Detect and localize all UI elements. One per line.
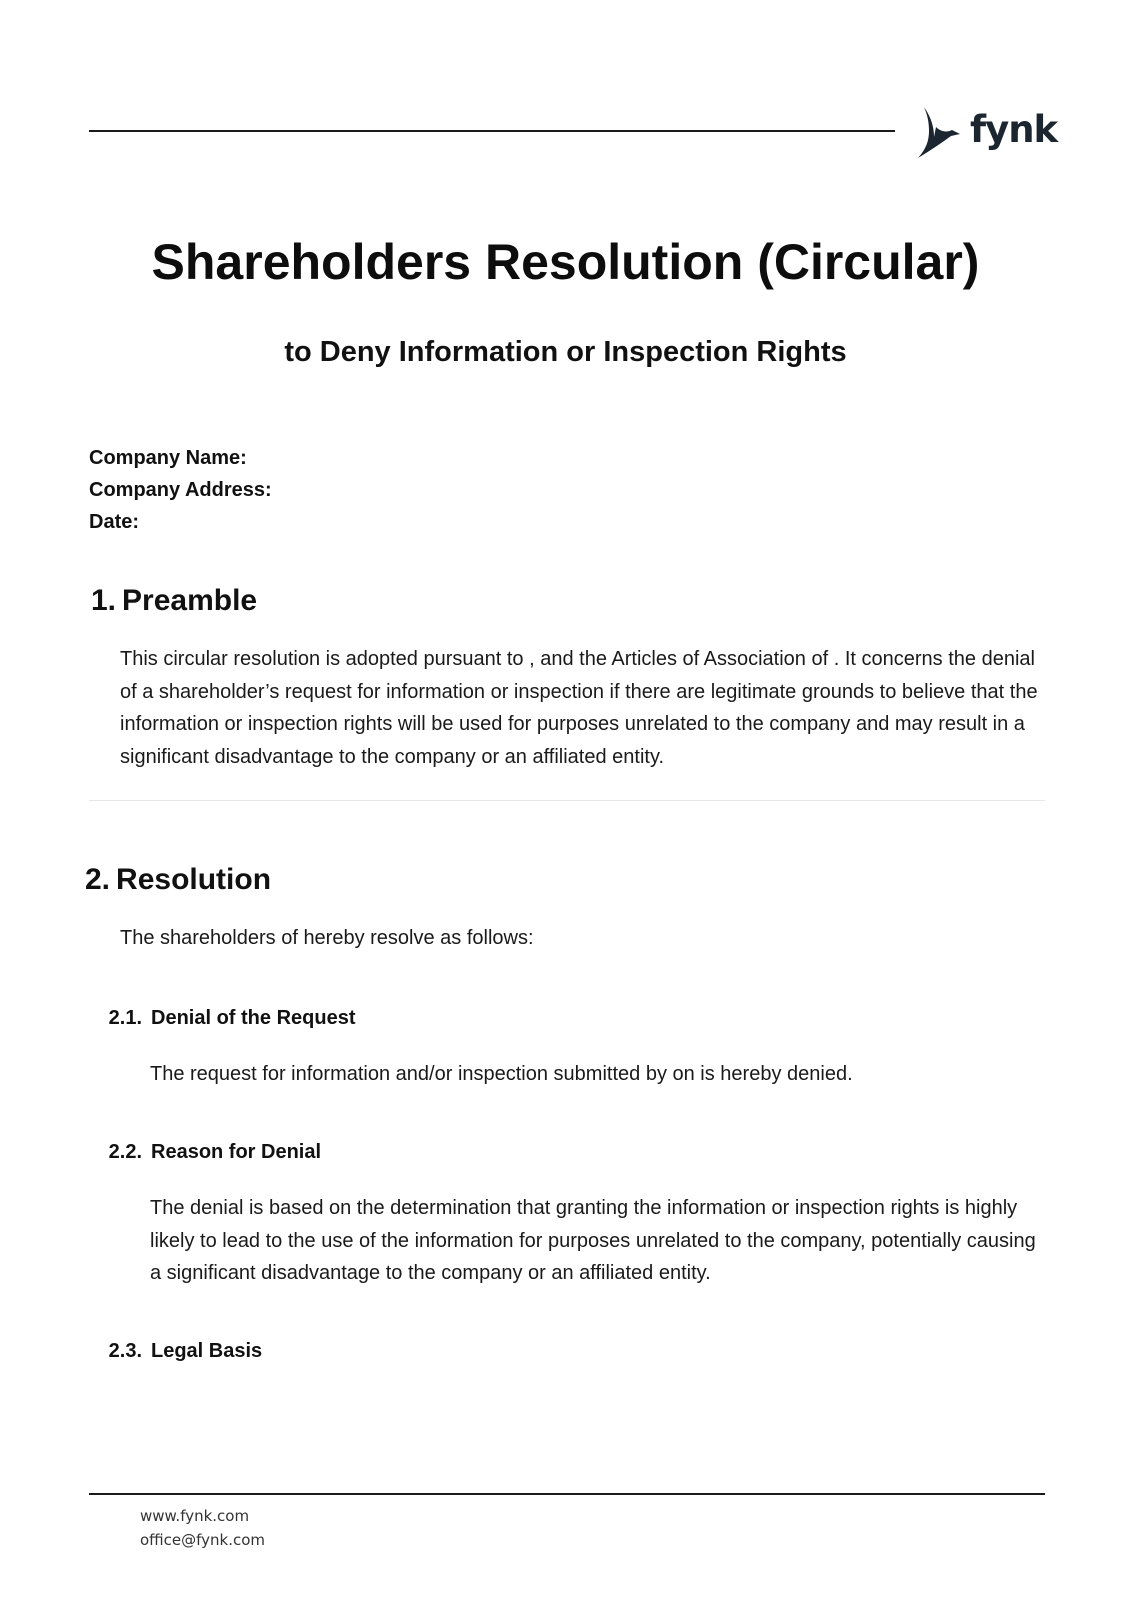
subsection-number: 2.3. (108, 1340, 142, 1362)
subsection-heading-denial-of-request (96, 1005, 355, 1031)
document-subtitle: to Deny Information or Inspection Rights (284, 336, 847, 368)
subsection-number: 2.1. (108, 1007, 142, 1029)
subsection-title: Legal Basis (151, 1340, 263, 1362)
subsection-title: Denial of the Request (151, 1007, 356, 1029)
section-title: Resolution (116, 863, 272, 896)
footer-email: office@fynk.com (140, 1531, 266, 1549)
resolution-intro-text: The shareholders of hereby resolve as follows: (120, 927, 534, 949)
subsection-number: 2.2. (108, 1141, 142, 1163)
subsection-title: Reason for Denial (151, 1141, 322, 1163)
footer-website: www.fynk.com (140, 1507, 250, 1525)
logo-text: fynk (970, 107, 1058, 151)
bird-icon (916, 105, 962, 159)
reason-for-denial-text: The denial is based on the determination that granting the information or inspection rights is highly likely to lead to the use of the information for purposes unrelated to the company, potentially causing a significant disadvantage to the company or an affiliated entity. (150, 1197, 1036, 1284)
section-divider (89, 800, 1045, 801)
section-heading-preamble (91, 583, 257, 619)
header-rule (89, 130, 895, 132)
section-number: 1. (91, 584, 117, 617)
brand-logo (916, 104, 1056, 160)
subsection-heading-reason-for-denial (96, 1139, 321, 1165)
footer (140, 1504, 265, 1552)
section-number: 2. (85, 863, 111, 896)
company-details (89, 442, 272, 538)
section-title: Preamble (122, 584, 258, 617)
company-address-label: Company Address: (89, 479, 272, 501)
date-label: Date: (89, 511, 140, 533)
company-name-label: Company Name: (89, 447, 247, 469)
preamble-text: This circular resolution is adopted pursuant to , and the Articles of Association of . It concerns the denial of a shareholder’s request for information or inspection if there are legitimate grounds to believe that the information or inspection rights will be used for purposes unrelated to the company and may result in a significant disadvantage to the company or an affiliated entity. (120, 648, 1038, 768)
denial-of-request-text: The request for information and/or inspection submitted by on is hereby denied. (150, 1063, 853, 1085)
subsection-heading-legal-basis (96, 1338, 262, 1364)
footer-rule (89, 1493, 1045, 1495)
document-title: Shareholders Resolution (Circular) (151, 234, 980, 290)
section-heading-resolution (85, 862, 271, 898)
